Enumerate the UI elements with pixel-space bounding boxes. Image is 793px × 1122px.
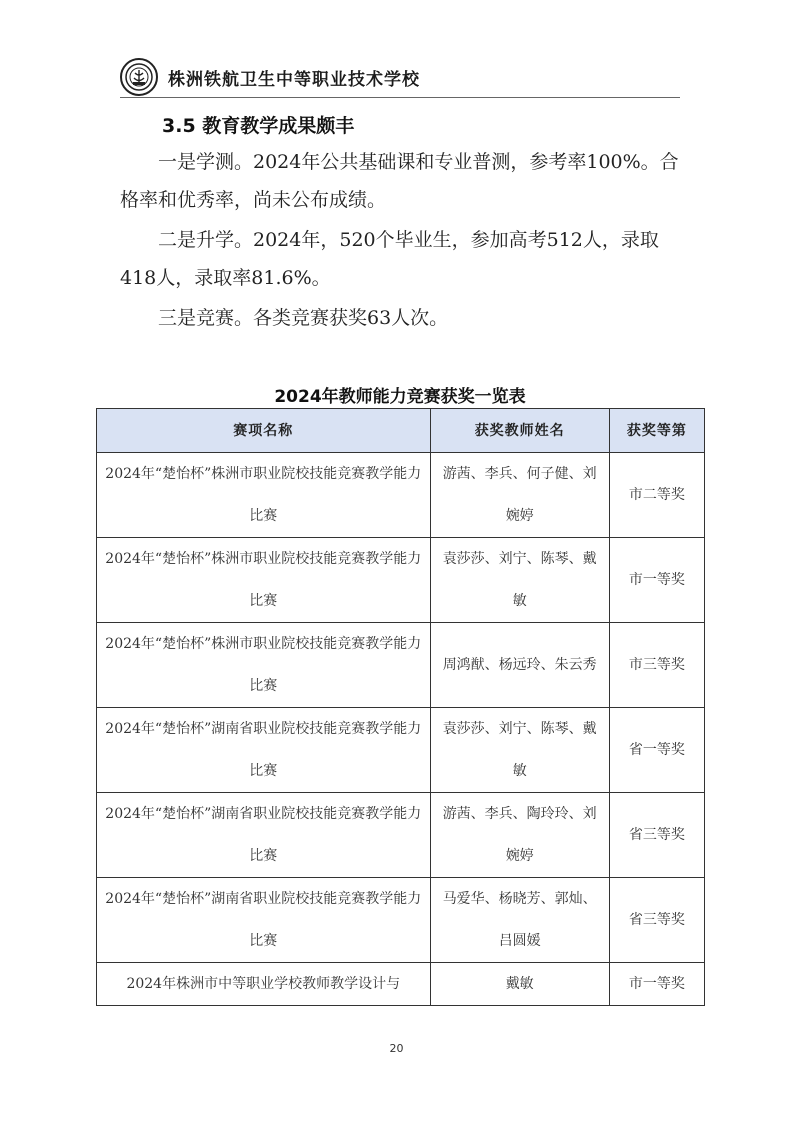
paragraph-admission: 二是升学。2024年，520个毕业生，参加高考512人，录取418人，录取率81.6%。 bbox=[120, 229, 659, 289]
cell-event: 2024年“楚怡杯”株洲市职业院校技能竞赛教学能力比赛 bbox=[97, 453, 431, 538]
page-number: 20 bbox=[389, 1042, 404, 1055]
paragraph-competition: 三是竞赛。各类竞赛获奖63人次。 bbox=[158, 307, 449, 329]
header-teachers: 获奖教师姓名 bbox=[430, 409, 609, 453]
cell-event: 2024年“楚怡杯”株洲市职业院校技能竞赛教学能力比赛 bbox=[97, 623, 431, 708]
table-row bbox=[97, 878, 705, 963]
cell-grade: 市一等奖 bbox=[609, 963, 704, 1006]
cell-teachers: 袁莎莎、刘宁、陈琴、戴敏 bbox=[430, 708, 609, 793]
cell-event: 2024年“楚怡杯”湖南省职业院校技能竞赛教学能力比赛 bbox=[97, 793, 431, 878]
cell-grade: 省三等奖 bbox=[609, 793, 704, 878]
page-header bbox=[120, 56, 680, 98]
table-row bbox=[97, 793, 705, 878]
table-row bbox=[97, 453, 705, 538]
paragraph-exam: 一是学测。2024年公共基础课和专业普测，参考率100%。合格率和优秀率，尚未公布成绩。 bbox=[120, 151, 679, 211]
header-event: 赛项名称 bbox=[97, 409, 431, 453]
cell-event: 2024年“楚怡杯”湖南省职业院校技能竞赛教学能力比赛 bbox=[97, 878, 431, 963]
table-row bbox=[97, 538, 705, 623]
header-grade: 获奖等第 bbox=[609, 409, 704, 453]
section-title: 3.5 教育教学成果颇丰 bbox=[162, 115, 355, 137]
cell-event: 2024年“楚怡杯”湖南省职业院校技能竞赛教学能力比赛 bbox=[97, 708, 431, 793]
cell-event: 2024年“楚怡杯”株洲市职业院校技能竞赛教学能力比赛 bbox=[97, 538, 431, 623]
cell-grade: 市一等奖 bbox=[609, 538, 704, 623]
table-header-row bbox=[97, 409, 705, 453]
cell-teachers: 周鸿猷、杨远玲、朱云秀 bbox=[430, 623, 609, 708]
school-logo-icon bbox=[120, 58, 158, 96]
cell-teachers: 游茜、李兵、何子健、刘婉婷 bbox=[430, 453, 609, 538]
cell-teachers: 戴敏 bbox=[430, 963, 609, 1006]
cell-grade: 市三等奖 bbox=[609, 623, 704, 708]
cell-event: 2024年株洲市中等职业学校教师教学设计与 bbox=[97, 963, 431, 1006]
table-title: 2024年教师能力竞赛获奖一览表 bbox=[274, 387, 526, 407]
table-row bbox=[97, 708, 705, 793]
cell-grade: 市二等奖 bbox=[609, 453, 704, 538]
table-row bbox=[97, 963, 705, 1006]
cell-grade: 省三等奖 bbox=[609, 878, 704, 963]
school-name: 株洲铁航卫生中等职业技术学校 bbox=[168, 69, 420, 90]
awards-table bbox=[96, 408, 705, 1006]
cell-teachers: 马爱华、杨晓芳、郭灿、吕圆媛 bbox=[430, 878, 609, 963]
cell-teachers: 游茜、李兵、陶玲玲、刘婉婷 bbox=[430, 793, 609, 878]
cell-grade: 省一等奖 bbox=[609, 708, 704, 793]
header-divider bbox=[120, 97, 680, 98]
table-row bbox=[97, 623, 705, 708]
cell-teachers: 袁莎莎、刘宁、陈琴、戴敏 bbox=[430, 538, 609, 623]
